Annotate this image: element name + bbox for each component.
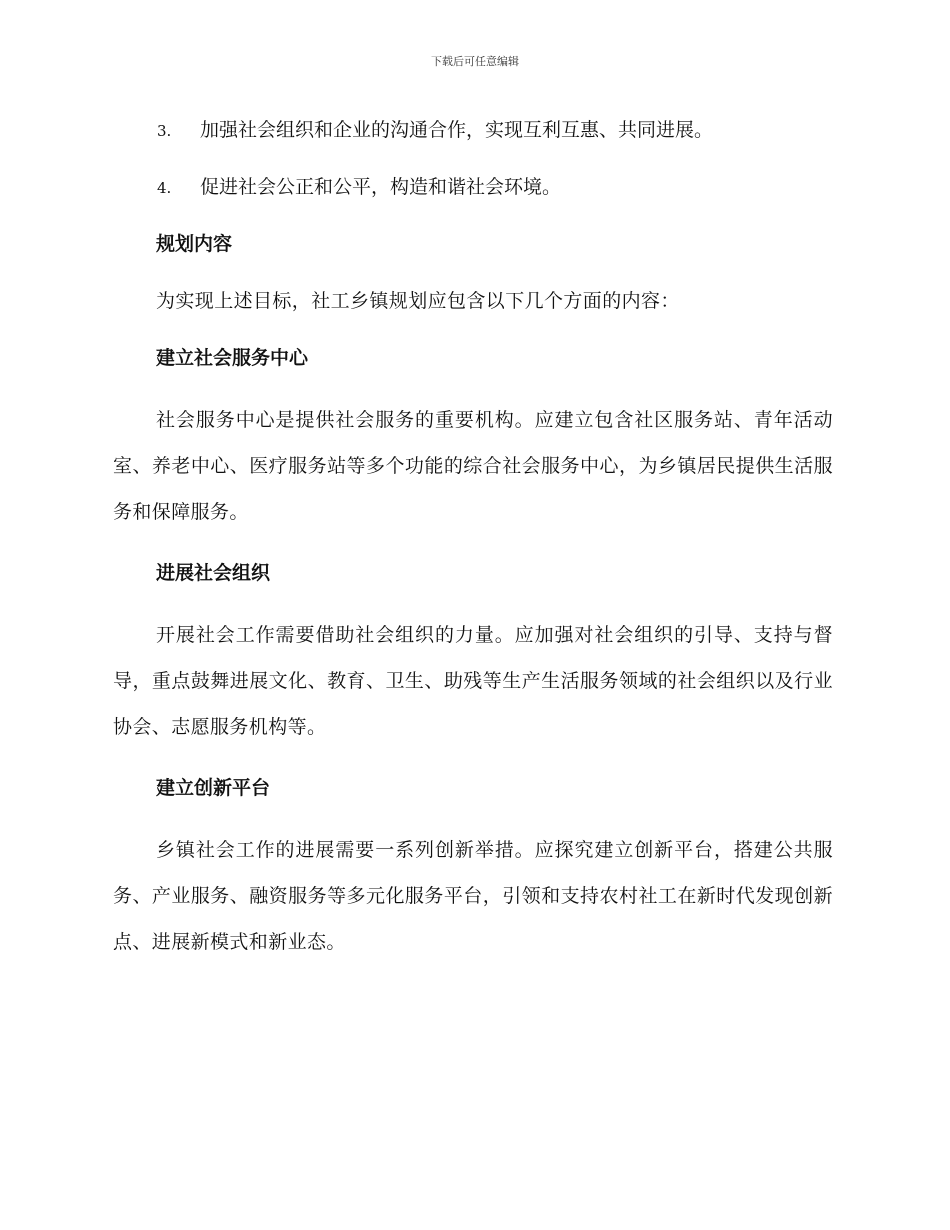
- heading-service-center: 建立社会服务中心: [156, 347, 309, 369]
- list-number: 3.: [157, 122, 172, 140]
- list-text: 加强社会组织和企业的沟通合作，实现互利互惠、共同进展。: [200, 119, 714, 141]
- list-item-4: [113, 169, 833, 206]
- list-number: 4.: [157, 179, 172, 197]
- paragraph-plan-intro: 为实现上述目标，社工乡镇规划应包含以下几个方面的内容：: [156, 290, 680, 312]
- list-item-3: [113, 112, 833, 149]
- paragraph-social-organization: 开展社会工作需要借助社会组织的力量。应加强对社会组织的引导、支持与督导，重点鼓舞进展文化、教育、卫生、助残等生产生活服务领域的社会组织以及行业协会、志愿服务机构等。: [113, 624, 833, 738]
- heading-social-organization: 进展社会组织: [156, 562, 271, 584]
- list-text: 促进社会公正和公平，构造和谐社会环境。: [200, 176, 562, 198]
- page-header: 下载后可任意编辑: [431, 55, 519, 68]
- paragraph-innovation-platform: 乡镇社会工作的进展需要一系列创新举措。应探究建立创新平台，搭建公共服务、产业服务、融资服务等多元化服务平台，引领和支持农村社工在新时代发现创新点、进展新模式和新业态。: [113, 839, 833, 953]
- document-body: [113, 112, 833, 985]
- heading-innovation-platform: 建立创新平台: [156, 777, 271, 799]
- paragraph-service-center: 社会服务中心是提供社会服务的重要机构。应建立包含社区服务站、青年活动室、养老中心、医疗服务站等多个功能的综合社会服务中心，为乡镇居民提供生活服务和保障服务。: [113, 409, 833, 523]
- heading-plan-content: 规划内容: [156, 233, 233, 255]
